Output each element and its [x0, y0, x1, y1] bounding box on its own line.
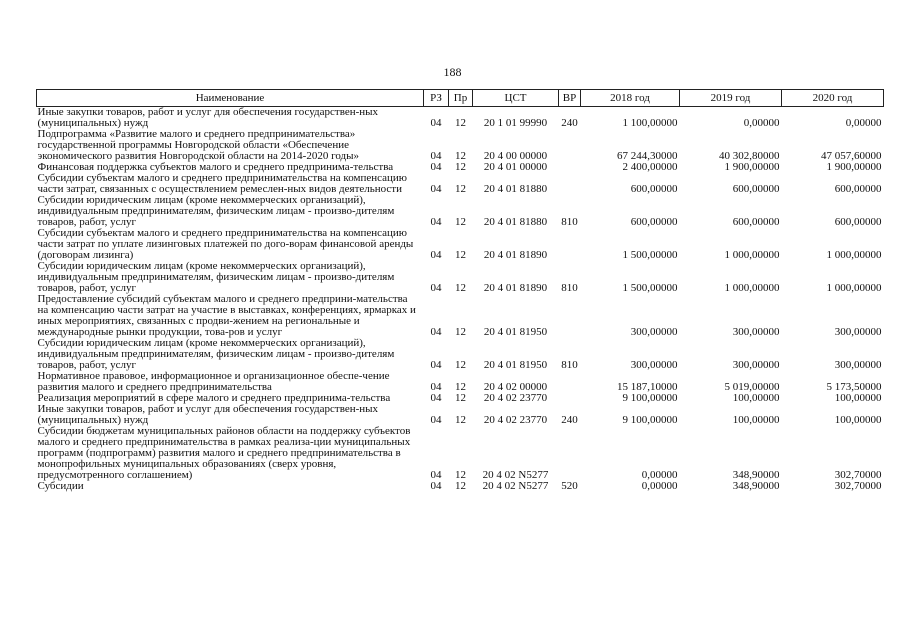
row-name: Субсидии юридическим лицам (кроме некоммерческих организаций), индивидуальным предпринимателям, физическим лицам - произво-дителям товаров, работ, услуг [37, 194, 395, 228]
row-name: Субсидии бюджетам муниципальных районов области на поддержку субъектов малого и среднего предпринимательства в рамках реализа-ции муниципальных программ (подпрограмм) развития малого и среднего предпринимательства в монопрофильных муниципальных образованиях (сверх уровня, предусмотренного соглашением) [37, 425, 411, 481]
row-2019: 5 019,00000 [724, 381, 780, 393]
row-2020: 600,00000 [834, 216, 882, 228]
row-pr: 12 [455, 326, 466, 338]
row-rz: 04 [430, 381, 442, 393]
row-cst: 20 4 01 81950 [483, 326, 548, 338]
row-pr: 12 [455, 161, 466, 173]
row-2019: 40 302,80000 [719, 150, 780, 162]
row-2019: 348,90000 [732, 469, 780, 481]
row-cst: 20 4 02 23770 [483, 392, 548, 404]
row-vr [559, 371, 581, 393]
row-2020: 302,70000 [834, 480, 882, 492]
table-header-row [37, 90, 884, 107]
row-cst: 20 1 01 99990 [483, 117, 548, 129]
row-name: Субсидии юридическим лицам (кроме некоммерческих организаций), индивидуальным предпринимателям, физическим лицам - произво-дителям товаров, работ, услуг [37, 260, 395, 294]
row-rz: 04 [430, 480, 442, 492]
row-cst: 20 4 01 81880 [483, 216, 548, 228]
row-2020: 100,00000 [834, 392, 882, 404]
row-rz: 04 [430, 392, 442, 404]
row-2020: 300,00000 [834, 359, 882, 371]
row-name: Субсидии субъектам малого и среднего предпринимательства на компенсацию части затрат, связанных с осуществлением ремеслен-ных видов деятельности [37, 172, 407, 195]
row-cst: 20 4 01 00000 [483, 161, 548, 173]
page-number: 188 [443, 65, 462, 79]
row-rz: 04 [430, 326, 442, 338]
row-2019: 100,00000 [732, 392, 780, 404]
row-vr [559, 173, 581, 195]
row-rz: 04 [430, 183, 442, 195]
row-2020: 5 173,50000 [826, 381, 882, 393]
row-name: Субсидии субъектам малого и среднего предпринимательства на компенсацию части затрат по уплате лизинговых платежей по дого-ворам финансовой аренды (договорам лизинга) [37, 227, 414, 261]
table-row [37, 107, 884, 130]
row-pr: 12 [455, 381, 466, 393]
header-name: Наименование [37, 90, 424, 107]
row-cst: 20 4 01 81950 [483, 359, 548, 371]
row-2018: 600,00000 [630, 183, 678, 195]
row-2018: 9 100,00000 [622, 392, 678, 404]
table-row [37, 173, 884, 195]
row-name: Иные закупки товаров, работ и услуг для обеспечения государствен-ных (муниципальных) нужд [37, 403, 379, 426]
row-cst: 20 4 00 00000 [483, 150, 548, 162]
row-2019: 600,00000 [732, 183, 780, 195]
row-2020: 1 900,00000 [826, 161, 882, 173]
row-cst: 20 4 01 81890 [483, 249, 548, 261]
budget-table [36, 89, 884, 492]
header-vr: ВР [559, 90, 581, 107]
row-2019: 0,00000 [743, 117, 780, 129]
row-rz: 04 [430, 249, 442, 261]
row-2018: 9 100,00000 [622, 414, 678, 426]
row-vr [559, 393, 581, 404]
row-2019: 1 000,00000 [724, 249, 780, 261]
table-row [37, 481, 884, 492]
row-cst: 20 4 02 N5277 [482, 469, 549, 481]
row-2018: 0,00000 [641, 480, 678, 492]
row-2020: 600,00000 [834, 183, 882, 195]
row-2020: 1 000,00000 [826, 249, 882, 261]
header-cst: ЦСТ [473, 90, 559, 107]
row-vr: 520 [561, 480, 578, 492]
row-name: Подпрограмма «Развитие малого и среднего предпринимательства» государственной программы Новгородской области «Обеспечение экономического развития Новгородской области на 2014-2020 годы» [37, 128, 360, 162]
table-row [37, 129, 884, 162]
row-vr: 810 [561, 282, 578, 294]
row-rz: 04 [430, 216, 442, 228]
row-pr: 12 [455, 183, 466, 195]
row-vr [559, 162, 581, 173]
row-name: Предоставление субсидий субъектам малого и среднего предприни-мательства на компенсацию части затрат на участие в выставках, конференциях, ярмарках и иных мероприятиях, связанных с продви-жением на региональные и международные рынки продукции, това-ров и услуг [37, 293, 416, 338]
row-vr [559, 426, 581, 481]
row-cst: 20 4 01 81890 [483, 282, 548, 294]
row-name: Реализация мероприятий в сфере малого и среднего предпринима-тельства [37, 392, 391, 404]
header-rz: РЗ [424, 90, 449, 107]
row-rz: 04 [430, 150, 442, 162]
header-2019: 2019 год [680, 90, 782, 107]
row-2018: 15 187,10000 [617, 381, 678, 393]
row-2019: 348,90000 [732, 480, 780, 492]
row-2018: 600,00000 [630, 216, 678, 228]
row-pr: 12 [455, 117, 466, 129]
row-rz: 04 [430, 282, 442, 294]
row-2020: 47 057,60000 [821, 150, 882, 162]
row-pr: 12 [455, 359, 466, 371]
row-rz: 04 [430, 161, 442, 173]
row-vr: 240 [561, 414, 578, 426]
row-2019: 1 900,00000 [724, 161, 780, 173]
row-rz: 04 [430, 117, 442, 129]
table-row [37, 371, 884, 393]
row-vr [559, 129, 581, 162]
row-pr: 12 [455, 216, 466, 228]
row-cst: 20 4 01 81880 [483, 183, 548, 195]
row-2018: 1 500,00000 [622, 249, 678, 261]
row-2018: 67 244,30000 [617, 150, 678, 162]
row-vr [559, 294, 581, 338]
row-vr: 810 [561, 359, 578, 371]
row-pr: 12 [455, 480, 466, 492]
row-pr: 12 [455, 282, 466, 294]
row-2019: 1 000,00000 [724, 282, 780, 294]
table-row [37, 228, 884, 261]
row-rz: 04 [430, 414, 442, 426]
header-2020: 2020 год [782, 90, 884, 107]
row-vr [559, 228, 581, 261]
row-2018: 300,00000 [630, 326, 678, 338]
row-pr: 12 [455, 392, 466, 404]
row-2018: 2 400,00000 [622, 161, 678, 173]
row-2019: 600,00000 [732, 216, 780, 228]
row-rz: 04 [430, 469, 442, 481]
table-row [37, 294, 884, 338]
table-row [37, 261, 884, 294]
row-2018: 1 100,00000 [622, 117, 678, 129]
row-name: Финансовая поддержка субъектов малого и среднего предпринима-тельства [37, 161, 394, 173]
table-row [37, 195, 884, 228]
row-2019: 300,00000 [732, 326, 780, 338]
row-vr: 810 [561, 216, 578, 228]
row-2020: 0,00000 [845, 117, 882, 129]
row-2020: 302,70000 [834, 469, 882, 481]
row-2018: 0,00000 [641, 469, 678, 481]
row-2020: 300,00000 [834, 326, 882, 338]
row-2020: 100,00000 [834, 414, 882, 426]
header-pr: Пр [449, 90, 473, 107]
table-row [37, 338, 884, 371]
row-pr: 12 [455, 469, 466, 481]
row-pr: 12 [455, 150, 466, 162]
row-name: Иные закупки товаров, работ и услуг для обеспечения государствен-ных (муниципальных) нужд [37, 106, 379, 129]
table-row [37, 426, 884, 481]
header-2018: 2018 год [581, 90, 680, 107]
row-cst: 20 4 02 00000 [483, 381, 548, 393]
row-2019: 300,00000 [732, 359, 780, 371]
row-vr: 240 [561, 117, 578, 129]
row-2020: 1 000,00000 [826, 282, 882, 294]
row-cst: 20 4 02 N5277 [482, 480, 549, 492]
row-pr: 12 [455, 249, 466, 261]
row-2019: 100,00000 [732, 414, 780, 426]
row-name: Субсидии юридическим лицам (кроме некоммерческих организаций), индивидуальным предпринимателям, физическим лицам - произво-дителям товаров, работ, услуг [37, 337, 395, 371]
row-name: Нормативное правовое, информационное и организационное обеспе-чение развития малого и среднего предпринимательства [37, 370, 390, 393]
row-rz: 04 [430, 359, 442, 371]
row-pr: 12 [455, 414, 466, 426]
row-2018: 1 500,00000 [622, 282, 678, 294]
row-name: Субсидии [37, 480, 84, 492]
row-cst: 20 4 02 23770 [483, 414, 548, 426]
table-row [37, 404, 884, 426]
row-2018: 300,00000 [630, 359, 678, 371]
